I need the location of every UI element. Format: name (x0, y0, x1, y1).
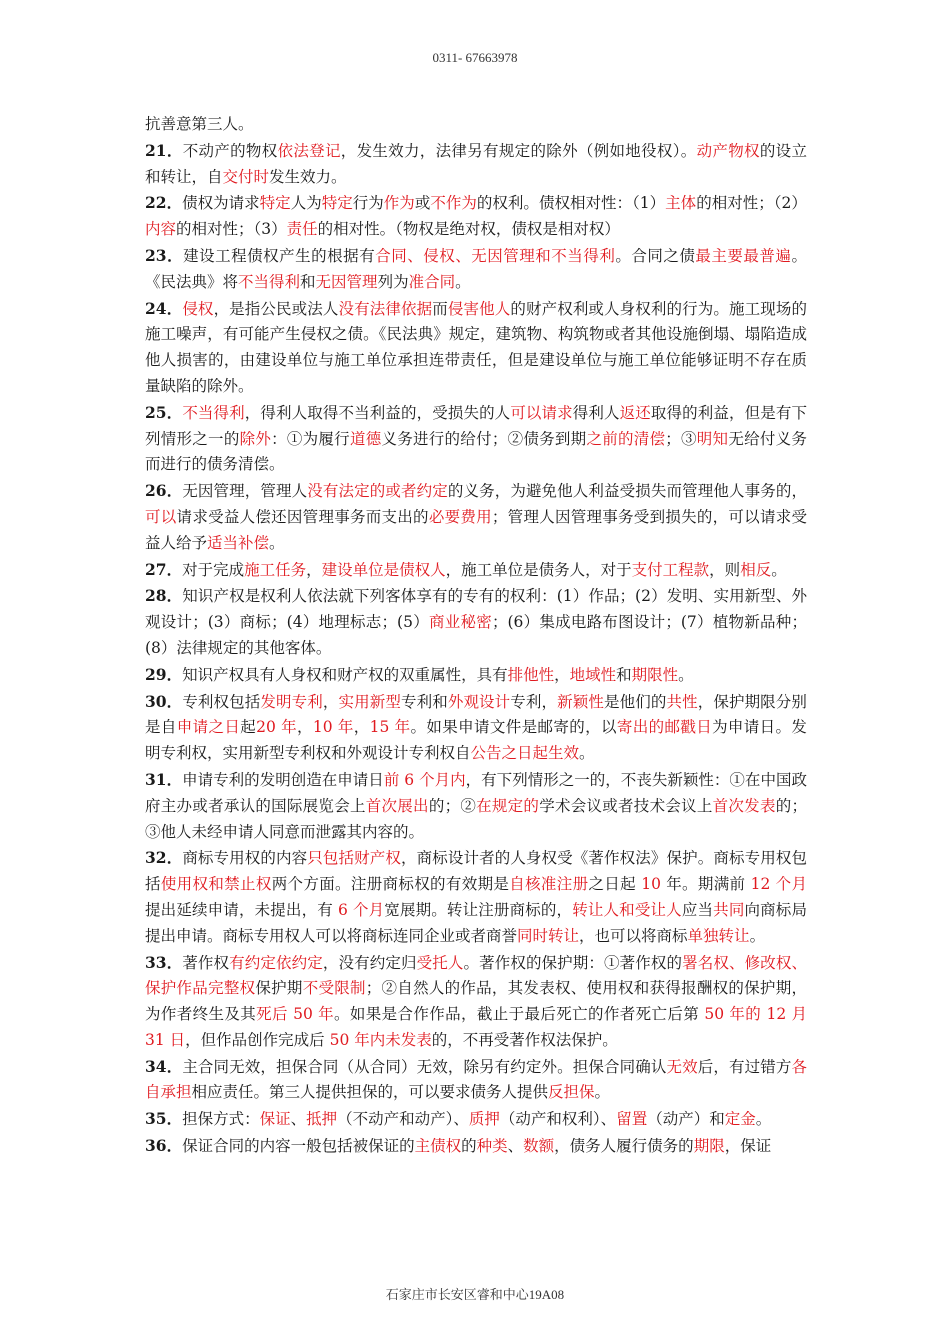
body-text: ；②自然人的作品，其发表权、使用权和获得报酬权的保护期，为作者终生及其 (145, 979, 807, 1024)
highlighted-term: 50 年内未发表 (329, 1030, 432, 1049)
body-text: 。著作权的保护期：①著作权的 (463, 953, 683, 972)
highlighted-term: 前 6 个月内 (383, 770, 466, 789)
highlighted-term: 新颖性 (557, 692, 605, 711)
body-text: 建设工程债权产生的根据有 (183, 246, 376, 265)
body-text: 义务进行的给付；②债务到期 (381, 429, 587, 448)
highlighted-term: 受托人 (416, 953, 464, 972)
body-text: 的，不再受著作权法保护。 (431, 1030, 618, 1049)
paragraph-15 (145, 1106, 807, 1133)
body-text: 发生效力。 (269, 167, 347, 186)
highlighted-term: 除外 (239, 429, 272, 448)
body-text: 的 (461, 1137, 477, 1156)
body-text: 知识产权是权利人依法就下列客体享有的专有的权利：(1）作品；(2）发明、实用新型、外观设计；(3）商标；(4）地理标志；(5） (145, 587, 807, 632)
body-text: 。 (455, 272, 471, 291)
body-text: 的义务，为避免他人利益受损失而管理他人事务的， (447, 482, 807, 501)
body-text: 列为 (377, 272, 409, 291)
highlighted-term: 合同、侵权、无因管理和不当得利 (375, 246, 616, 265)
highlighted-term: 抵押 (306, 1110, 338, 1129)
body-text: 无给付义务而进行的债务清偿。 (145, 429, 807, 474)
body-text: ，有下列情形之一的，不丧失新颖性：①在中国政府主办或者承认的国际展览会上 (145, 770, 807, 815)
body-text: 得利人 (572, 403, 620, 422)
body-text: （不动产和动产）、 (337, 1110, 469, 1129)
highlighted-term: 最主要最普遍 (695, 246, 792, 265)
body-text: 申请专利的发明创造在申请日 (182, 770, 384, 789)
document-body (145, 112, 807, 1160)
body-text: ， (353, 718, 370, 737)
highlighted-term: 明知 (696, 429, 729, 448)
highlighted-term: 建设单位是债权人 (321, 560, 446, 579)
highlighted-term: 15 年 (369, 718, 411, 737)
body-text: 人为 (290, 194, 322, 213)
item-number: 23． (145, 245, 184, 265)
body-text: 相应责任。第三人提供担保的，可以要求债务人提供 (191, 1083, 549, 1102)
body-text: 是他们的 (604, 692, 667, 711)
body-text: 专利权包括 (182, 692, 261, 711)
item-number: 25． (145, 402, 183, 422)
body-text: 知识产权具有人身权和财产权的双重属性，具有 (182, 665, 508, 684)
highlighted-term: 数额 (523, 1137, 555, 1156)
body-text: 为申请日。发明专利权，实用新型专利权和外观设计专利权自 (145, 718, 807, 763)
page-footer-address: 石家庄市长安区睿和中心19A08 (385, 1287, 565, 1302)
body-text: ，没有约定归 (322, 953, 417, 972)
highlighted-term: 依法登记 (277, 141, 341, 160)
highlighted-term: 不受限制 (302, 979, 366, 998)
item-number: 35． (145, 1109, 183, 1129)
body-text: 之日起 (588, 875, 642, 894)
body-text: 。如果申请文件是邮寄的，以 (410, 718, 617, 737)
highlighted-term: 有约定依约定 (229, 953, 323, 972)
highlighted-term: 施工任务 (244, 560, 307, 579)
paragraph-3 (145, 243, 807, 296)
paragraph-0 (145, 112, 807, 138)
body-text: ，得利人取得不当利益的，受损失的人 (244, 403, 511, 422)
highlighted-term: 没有法定的或者约定 (307, 482, 448, 501)
body-text: 。合同之债 (615, 246, 696, 265)
highlighted-term: 只包括财产权 (307, 849, 401, 868)
highlighted-term: 地域性 (569, 665, 617, 684)
highlighted-term: 保证 (259, 1110, 291, 1129)
paragraph-8 (145, 583, 807, 661)
highlighted-term: 没有法律依据 (338, 299, 433, 318)
item-number: 27． (145, 559, 183, 579)
body-text: 的相对性；（3） (176, 220, 287, 239)
highlighted-term: 特定 (321, 194, 353, 213)
body-text: 年。期满前 (660, 875, 751, 894)
body-text: 主合同无效，担保合同（从合同）无效，除另有约定外。担保合同确认 (182, 1057, 667, 1076)
item-number: 30． (145, 691, 183, 711)
paragraph-7 (145, 557, 807, 584)
body-text: 、 (507, 1137, 524, 1156)
body-text: ，也可以将商标 (579, 926, 688, 945)
item-number: 29． (145, 664, 183, 684)
item-number: 36． (145, 1136, 183, 1156)
body-text: 。 (594, 1083, 611, 1102)
highlighted-term: 留置 (616, 1110, 648, 1129)
item-number: 31． (145, 769, 183, 789)
highlighted-term: 可以请求 (510, 403, 573, 422)
highlighted-term: 实用新型 (338, 692, 401, 711)
paragraph-11 (145, 767, 807, 845)
highlighted-term: 责任 (286, 220, 318, 239)
body-text: 宽展期。转让注册商标的， (384, 900, 573, 919)
body-text: 。 (749, 926, 766, 945)
body-text: ，施工单位是债务人，对于 (445, 560, 632, 579)
body-text: ， (322, 692, 339, 711)
highlighted-term: 动产物权 (696, 141, 760, 160)
body-text: ，保证 (724, 1137, 772, 1156)
body-text: ；③ (665, 429, 697, 448)
highlighted-term: 使用权和禁止权 (160, 875, 272, 894)
body-text: 。 (755, 1110, 772, 1129)
paragraph-6 (145, 478, 807, 556)
body-text: 无因管理，管理人 (182, 482, 308, 501)
highlighted-term: 首次发表 (712, 796, 776, 815)
item-number: 34． (145, 1056, 183, 1076)
body-text: ，但作品创作完成后 (185, 1030, 330, 1049)
highlighted-term: 必要费用 (428, 507, 492, 526)
paragraph-12 (145, 845, 807, 949)
body-text: 的财产权利或人身权利的行为。施工现场的施工噪声，有可能产生侵权之债。《民法典》规定，建筑物、构筑物或者其他设施倒塌、塌陷造成他人损害的，由建设单位与施工单位承担连带责任，但是建设单位与施工单位能够证明不存在质量缺陷的除外。 (145, 299, 807, 395)
highlighted-term: 不作为 (430, 194, 477, 213)
highlighted-term: 支付工程款 (631, 560, 710, 579)
highlighted-term: 之前的清偿 (586, 429, 666, 448)
body-text: 的；② (428, 796, 477, 815)
highlighted-term: 署名权、修改权、保护作品完整权 (145, 953, 807, 998)
body-text: 。 (269, 533, 285, 552)
body-text: 。 (771, 560, 787, 579)
highlighted-term: 侵权 (182, 299, 214, 318)
body-text: ，是指公民或法人 (213, 299, 339, 318)
body-text: 。 (678, 665, 694, 684)
body-text: 和 (616, 665, 632, 684)
body-text: 和 (300, 272, 316, 291)
highlighted-term: 期限性 (631, 665, 679, 684)
highlighted-term: 发明专利 (260, 692, 323, 711)
highlighted-term: 内容 (145, 220, 177, 239)
highlighted-term: 10 年 (312, 718, 354, 737)
highlighted-term: 转让人和受让人 (572, 900, 682, 919)
highlighted-term: 特定 (259, 194, 291, 213)
item-number: 22． (145, 193, 183, 213)
highlighted-term: 寄出的邮戳日 (616, 718, 713, 737)
body-text: ，发生效力，法律另有规定的除外（例如地役权）。 (340, 141, 697, 160)
body-text: 专利， (510, 692, 558, 711)
highlighted-term: 可以 (145, 507, 177, 526)
highlighted-term: 自核准注册 (509, 875, 589, 894)
highlighted-term: 排他性 (507, 665, 555, 684)
highlighted-term: 适当补偿 (207, 533, 270, 552)
body-text: ，商标设计者的人身权受《著作权法》保护。商标专用权包括 (145, 849, 807, 894)
paragraph-14 (145, 1054, 807, 1107)
paragraph-4 (145, 296, 807, 400)
highlighted-term: 不当得利 (182, 403, 245, 422)
highlighted-term: 在规定的 (476, 796, 540, 815)
item-number: 24． (145, 298, 183, 318)
body-text: 请求受益人偿还因管理事务而支出的 (176, 507, 429, 526)
body-text: 或 (414, 194, 431, 213)
body-text: 后，有过错方 (697, 1057, 792, 1076)
page-header-phone: 0311- 67663978 (432, 50, 518, 65)
highlighted-term: 单独转让 (687, 926, 750, 945)
body-text: 抗善意第三人。 (145, 115, 254, 133)
paragraph-2 (145, 190, 807, 243)
body-text: 的相对性。（物权是绝对权，债权是相对权） (317, 220, 620, 239)
item-number: 28． (145, 586, 183, 606)
highlighted-term: 申请之日 (176, 718, 241, 737)
body-text: ， (554, 665, 570, 684)
body-text: 著作权 (182, 953, 230, 972)
paragraph-1 (145, 138, 807, 191)
highlighted-term: 同时转让 (517, 926, 580, 945)
body-text: 担保方式： (182, 1110, 260, 1129)
highlighted-term: 定金 (724, 1110, 756, 1129)
highlighted-term: 商业秘密 (428, 613, 492, 632)
body-text: 、 (290, 1110, 307, 1129)
body-text: 行为 (352, 194, 384, 213)
highlighted-term: 20 年 (256, 718, 297, 737)
body-text: ，则 (709, 560, 741, 579)
highlighted-term: 共性 (666, 692, 698, 711)
body-text: （动产和权利）、 (499, 1110, 617, 1129)
paragraph-9 (145, 662, 807, 689)
body-text: 应当 (681, 900, 714, 919)
highlighted-term: 10 (641, 875, 661, 894)
body-text: 两个方面。注册商标权的有效期是 (271, 875, 510, 894)
body-text: ；管理人因管理事务受到损失的，可以请求受益人给予 (145, 507, 807, 552)
body-text: 。如果是合作作品，截止于最后死亡的作者死亡后第 (334, 1005, 705, 1024)
highlighted-term: 不当得利 (238, 272, 301, 291)
body-text: 。《民法典》将 (145, 246, 807, 291)
body-text: 起 (240, 718, 257, 737)
highlighted-term: 无因管理 (315, 272, 378, 291)
body-text: 债权为请求 (182, 194, 260, 213)
highlighted-term: 准合同 (408, 272, 456, 291)
body-text: 提出延续申请，未提出，有 (145, 900, 338, 919)
body-text: 的；③他人未经申请人同意而泄露其内容的。 (145, 796, 807, 841)
paragraph-13 (145, 950, 807, 1054)
highlighted-term: 返还 (619, 403, 651, 422)
body-text: ；(6）集成电路布图设计；(7）植物新品种；(8）法律规定的其他客体。 (145, 613, 807, 657)
highlighted-term: 公告之日起生效 (470, 744, 580, 763)
body-text: 而 (432, 299, 448, 318)
highlighted-term: 无效 (666, 1057, 698, 1076)
body-text: 专利和 (400, 692, 448, 711)
body-text: ：①为履行 (271, 429, 350, 448)
body-text: 对于完成 (182, 560, 245, 579)
highlighted-term: 主体 (665, 194, 697, 213)
body-text: 商标专用权的内容 (182, 849, 308, 868)
highlighted-term: 道德 (349, 429, 382, 448)
body-text: （动产）和 (647, 1110, 725, 1129)
highlighted-term: 共同 (713, 900, 745, 919)
body-text: 不动产的物权 (182, 141, 278, 160)
highlighted-term: 相反 (740, 560, 772, 579)
highlighted-term: 首次展出 (365, 796, 429, 815)
highlighted-term: 反担保 (548, 1083, 595, 1102)
highlighted-term: 侵害他人 (447, 299, 511, 318)
highlighted-term: 期限 (693, 1137, 725, 1156)
highlighted-term: 主债权 (414, 1137, 462, 1156)
body-text: 向商标局提出申请。商标专用权人可以将商标连同企业或者商誉 (145, 900, 807, 945)
body-text: 的设立和转让，自 (145, 141, 807, 186)
highlighted-term: 交付时 (222, 167, 270, 186)
body-text: 。 (579, 744, 595, 763)
body-text: 学术会议或者技术会议上 (539, 796, 713, 815)
body-text: 的权利。债权相对性：（1） (476, 194, 666, 213)
paragraph-10 (145, 689, 807, 767)
highlighted-term: 12 个月 (750, 875, 807, 894)
body-text: ，保护期限分别是自 (145, 692, 807, 737)
highlighted-term: 6 个月 (338, 900, 385, 919)
item-number: 33． (145, 952, 183, 972)
body-text: ， (297, 718, 313, 737)
body-text: 的相对性；（2） (696, 194, 807, 213)
body-text: ，债务人履行债务的 (554, 1137, 694, 1156)
highlighted-term: 质押 (468, 1110, 500, 1129)
paragraph-16 (145, 1133, 807, 1160)
item-number: 26． (145, 481, 183, 501)
highlighted-term: 50 年的 12 月 31 日 (145, 1005, 807, 1049)
highlighted-term: 各自承担 (145, 1057, 807, 1102)
highlighted-term: 作为 (383, 194, 415, 213)
item-number: 32． (145, 848, 183, 868)
paragraph-5 (145, 400, 807, 478)
body-text: 保证合同的内容一般包括被保证的 (182, 1137, 415, 1156)
highlighted-term: 死后 50 年 (256, 1005, 335, 1024)
body-text: ， (306, 560, 322, 579)
body-text: 取得的利益，但是有下列情形之一的 (145, 403, 807, 448)
highlighted-term: 外观设计 (447, 692, 511, 711)
highlighted-term: 种类 (476, 1137, 508, 1156)
item-number: 21． (145, 140, 183, 160)
body-text: 保护期 (255, 979, 303, 998)
